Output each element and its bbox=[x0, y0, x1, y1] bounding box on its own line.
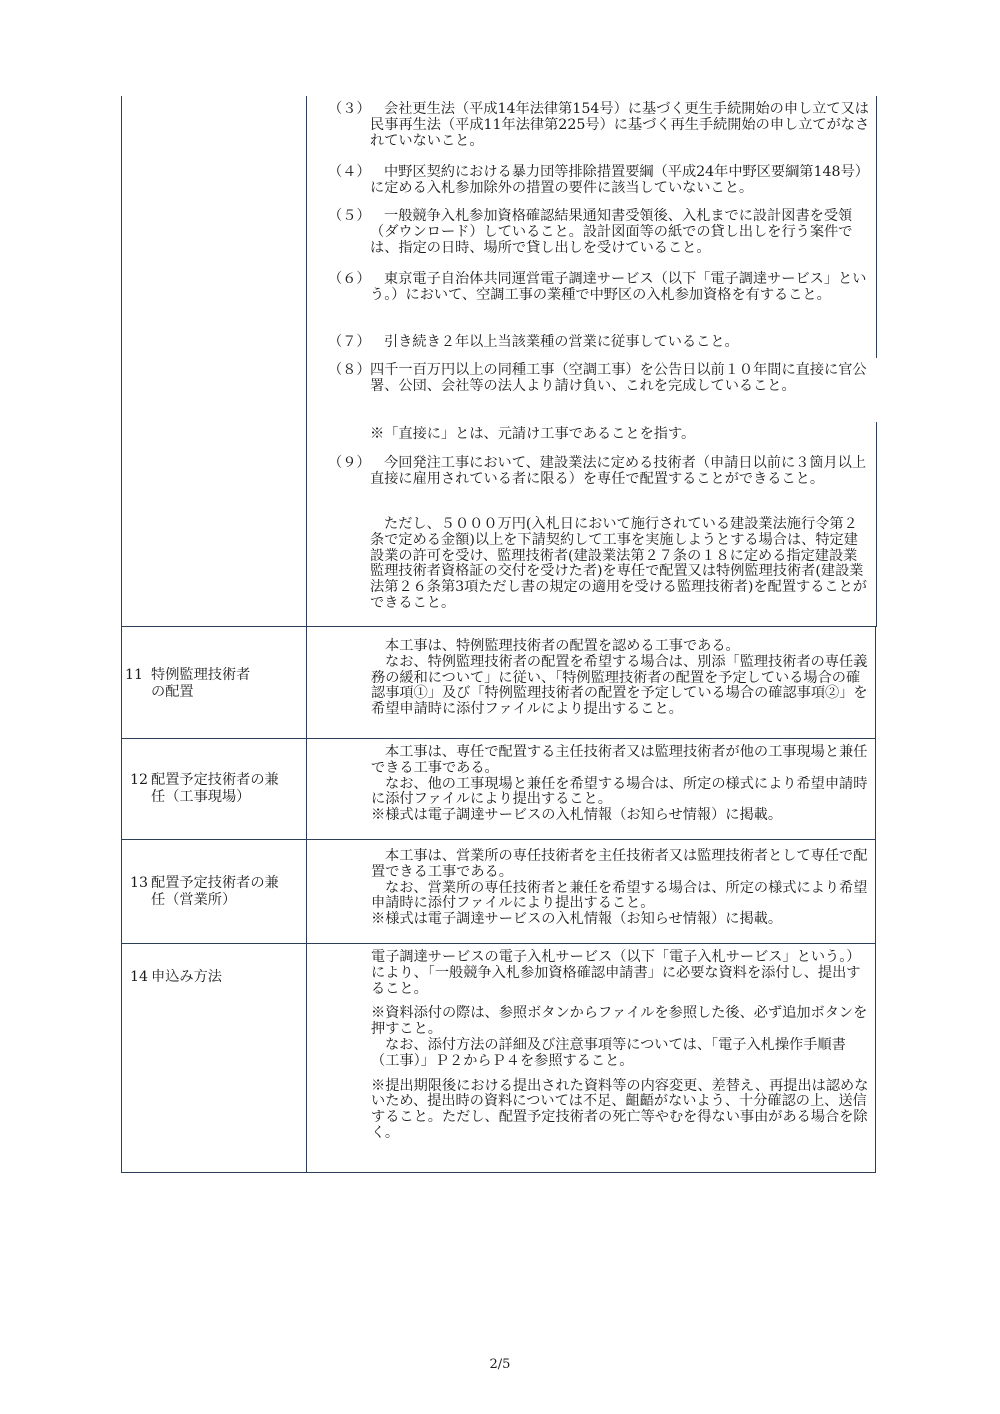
table-row bbox=[121, 739, 876, 840]
row-label: 任（営業所） bbox=[151, 892, 237, 908]
row-number: 12 bbox=[130, 772, 149, 788]
proviso-paragraph: ただし、５０００万円(入札日において施行されている建設業法施行令第２条で定める金額)以上を下請契約して工事を実施しようとする場合は、特定建設業の許可を受け、監理技術者(建設業法第２７条の１８に定める指定建設業監理技術者資格証の交付を受けた者)を専任で配置又は特例監理技術者(建設業法第２６条第3項ただし書の規定の適用を受ける監理技術者)を配置することができること。 bbox=[370, 516, 867, 611]
row-content bbox=[371, 950, 871, 1142]
table-left-column bbox=[121, 96, 307, 626]
row-content bbox=[371, 849, 871, 928]
row-paragraph: 本工事は、特例監理技術者の配置を認める工事である。 bbox=[385, 638, 740, 654]
item-number: （５） bbox=[328, 208, 371, 224]
row-number: 14 bbox=[130, 969, 149, 985]
item-text: 会社更生法（平成14年法律第154号）に基づく更生手続開始の申し立て又は民事再生法（平成11年法律第225号）に基づく再生手続開始の申し立てがなされていないこと。 bbox=[370, 101, 870, 149]
table-right-border bbox=[876, 422, 877, 627]
row-label: 配置予定技術者の兼 bbox=[151, 772, 279, 788]
row-content bbox=[371, 745, 871, 824]
row-paragraph: なお、特例監理技術者の配置を希望する場合は、別添「監理技術者の専任義務の緩和について」に従い、「特例監理技術者の配置を予定している場合の確認事項①」及び「特例監理技術者の配置を予定している場合の確認事項②」を希望申請時に添付ファイルにより提出すること。 bbox=[371, 653, 868, 718]
row-paragraph: なお、添付方法の詳細及び注意事項等については、「電子入札操作手順書（工事）」Ｐ２からＰ４を参照すること。 bbox=[371, 1036, 846, 1069]
row-paragraph: 電子調達サービスの電子入札サービス（以下「電子入札サービス」という。）により、「一般競争入札参加資格確認申請書」に必要な資料を添付し、提出すること。 bbox=[371, 949, 861, 997]
row-paragraph: 本工事は、営業所の専任技術者を主任技術者又は監理技術者として専任で配置できる工事である。 bbox=[371, 848, 868, 880]
row-label: 配置予定技術者の兼 bbox=[151, 875, 279, 891]
item-number: （３） bbox=[328, 101, 371, 117]
row-paragraph: ※提出期限後における提出された資料等の内容変更、差替え、再提出は認めないため、提出時の資料については不足、齟齬がないよう、十分確認の上、送信すること。ただし、配置予定技術者の死亡等やむを得ない事由がある場合を除く。 bbox=[371, 1077, 869, 1141]
item-text: 今回発注工事において、建設業法に定める技術者（申請日以前に３箇月以上直接に雇用されている者に限る）を専任で配置することができること。 bbox=[370, 455, 867, 487]
row-label-cell bbox=[122, 627, 307, 738]
table-right-border bbox=[876, 96, 877, 358]
row-label-cell bbox=[122, 944, 307, 1172]
row-number: 13 bbox=[130, 875, 149, 891]
item-text: 東京電子自治体共同運営電子調達サービス（以下「電子調達サービス」という。）において、空調工事の業種で中野区の入札参加資格を有すること。 bbox=[370, 271, 867, 303]
item-text: 中野区契約における暴力団等排除措置要綱（平成24年中野区要綱第148号）に定める入札参加除外の措置の要件に該当していないこと。 bbox=[370, 164, 869, 196]
item-number: （８） bbox=[328, 362, 371, 378]
row-label: 特例監理技術者 bbox=[151, 667, 251, 683]
table-row bbox=[121, 626, 876, 739]
item-text: 引き続き２年以上当該業種の営業に従事していること。 bbox=[384, 334, 739, 350]
row-paragraph: ※資料添付の際は、参照ボタンからファイルを参照した後、必ず追加ボタンを押すこと。 bbox=[371, 1005, 868, 1038]
table-row bbox=[121, 840, 876, 944]
row-content bbox=[371, 639, 871, 718]
item-number: （７） bbox=[328, 334, 371, 350]
item-number: （９） bbox=[328, 455, 371, 471]
note-direct: ※「直接に」とは、元請け工事であることを指す。 bbox=[370, 426, 696, 442]
item-number: （４） bbox=[328, 164, 371, 180]
row-number: 11 bbox=[125, 667, 144, 683]
row-label-cell bbox=[122, 840, 307, 943]
row-label: 任（工事現場） bbox=[151, 789, 251, 805]
item-text: 四千一百万円以上の同種工事（空調工事）を公告日以前１０年間に直接に官公署、公団、会社等の法人より請け負い、これを完成していること。 bbox=[370, 362, 867, 394]
row-label: 申込み方法 bbox=[151, 969, 222, 985]
row-paragraph: ※様式は電子調達サービスの入札情報（お知らせ情報）に掲載。 bbox=[371, 807, 783, 824]
row-label: の配置 bbox=[151, 684, 194, 700]
item-text: 一般競争入札参加資格確認結果通知書受領後、入札までに設計図書を受領（ダウンロード）していること。設計図面等の紙での貸し出しを行う案件では、指定の日時、場所で貸し出しを受けていること。 bbox=[370, 208, 853, 256]
row-paragraph: 本工事は、専任で配置する主任技術者又は監理技術者が他の工事現場と兼任できる工事である。 bbox=[371, 744, 868, 776]
row-paragraph: なお、他の工事現場と兼任を希望する場合は、所定の様式により希望申請時に添付ファイルにより提出すること。 bbox=[371, 775, 868, 808]
row-paragraph: ※様式は電子調達サービスの入札情報（お知らせ情報）に掲載。 bbox=[371, 911, 783, 928]
row-paragraph: なお、営業所の専任技術者と兼任を希望する場合は、所定の様式により希望申請時に添付ファイルにより提出すること。 bbox=[371, 879, 868, 912]
page-number: 2/5 bbox=[489, 1357, 511, 1372]
table-row bbox=[121, 944, 876, 1173]
row-label-cell bbox=[122, 739, 307, 839]
item-number: （６） bbox=[328, 271, 371, 287]
